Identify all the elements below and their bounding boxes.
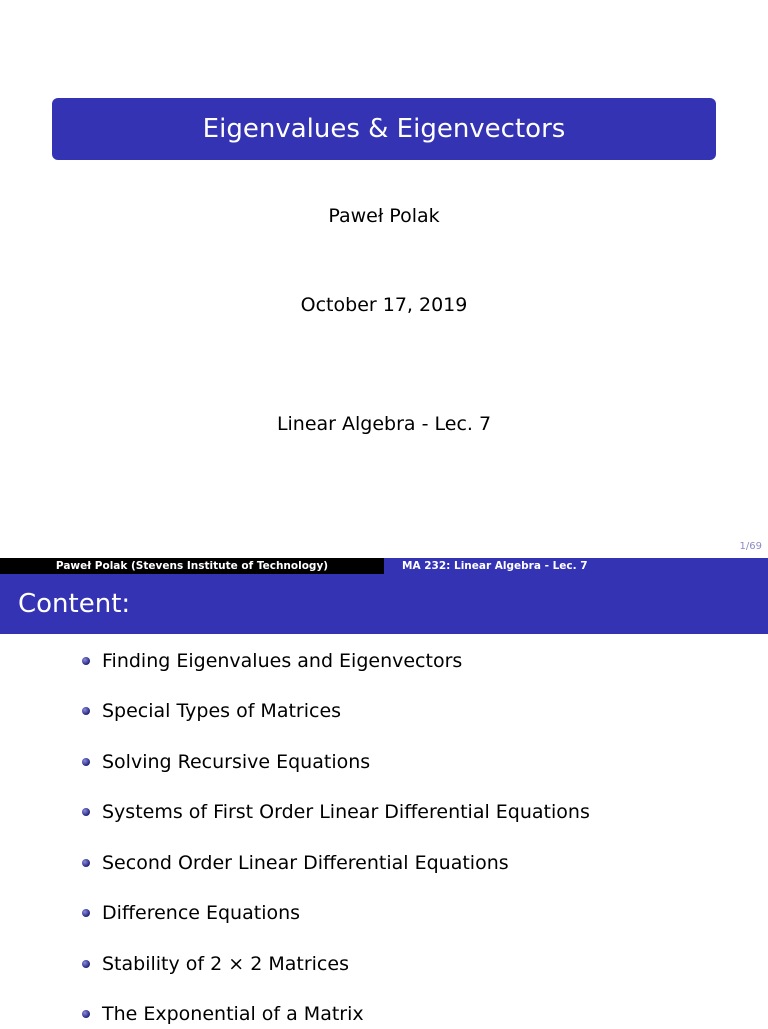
footer-author: Paweł Polak (Stevens Institute of Technology): [0, 558, 384, 574]
list-item: [82, 797, 590, 827]
list-item: [82, 747, 370, 777]
bullet-icon: [82, 808, 90, 816]
list-item-text: Solving Recursive Equations: [102, 751, 371, 773]
bullet-icon: [82, 707, 90, 715]
bullet-icon: [82, 909, 90, 917]
list-item: [82, 696, 341, 726]
bullet-icon: [82, 960, 90, 968]
list-item: [82, 898, 300, 928]
slide-title: Eigenvalues & Eigenvectors: [202, 114, 566, 144]
presentation-date: October 17, 2019: [300, 294, 468, 316]
frame-title: Content:: [18, 589, 131, 619]
list-item: [82, 848, 509, 878]
list-item: [82, 999, 364, 1029]
footer-course: MA 232: Linear Algebra - Lec. 7: [384, 558, 768, 574]
list-item-text: Special Types of Matrices: [102, 700, 342, 722]
list-item-text: Finding Eigenvalues and Eigenvectors: [102, 650, 463, 672]
list-item-text: Stability of 2 × 2 Matrices: [102, 953, 349, 975]
list-item-text: Difference Equations: [102, 902, 301, 924]
slide-title-box: [52, 98, 716, 160]
list-item: [82, 646, 462, 676]
course-name: Linear Algebra - Lec. 7: [276, 413, 492, 435]
page-number: 1/69: [739, 541, 762, 552]
bullet-icon: [82, 657, 90, 665]
bullet-icon: [82, 1010, 90, 1018]
author-name: Paweł Polak: [328, 205, 440, 227]
list-item-text: The Exponential of a Matrix: [102, 1003, 364, 1025]
list-item: [82, 949, 349, 979]
slide-footer: [0, 558, 768, 574]
list-item-text: Second Order Linear Differential Equations: [102, 852, 509, 874]
bullet-icon: [82, 758, 90, 766]
frame-title-bar: [0, 574, 768, 634]
list-item-text: Systems of First Order Linear Differential Equations: [102, 801, 590, 823]
bullet-icon: [82, 859, 90, 867]
